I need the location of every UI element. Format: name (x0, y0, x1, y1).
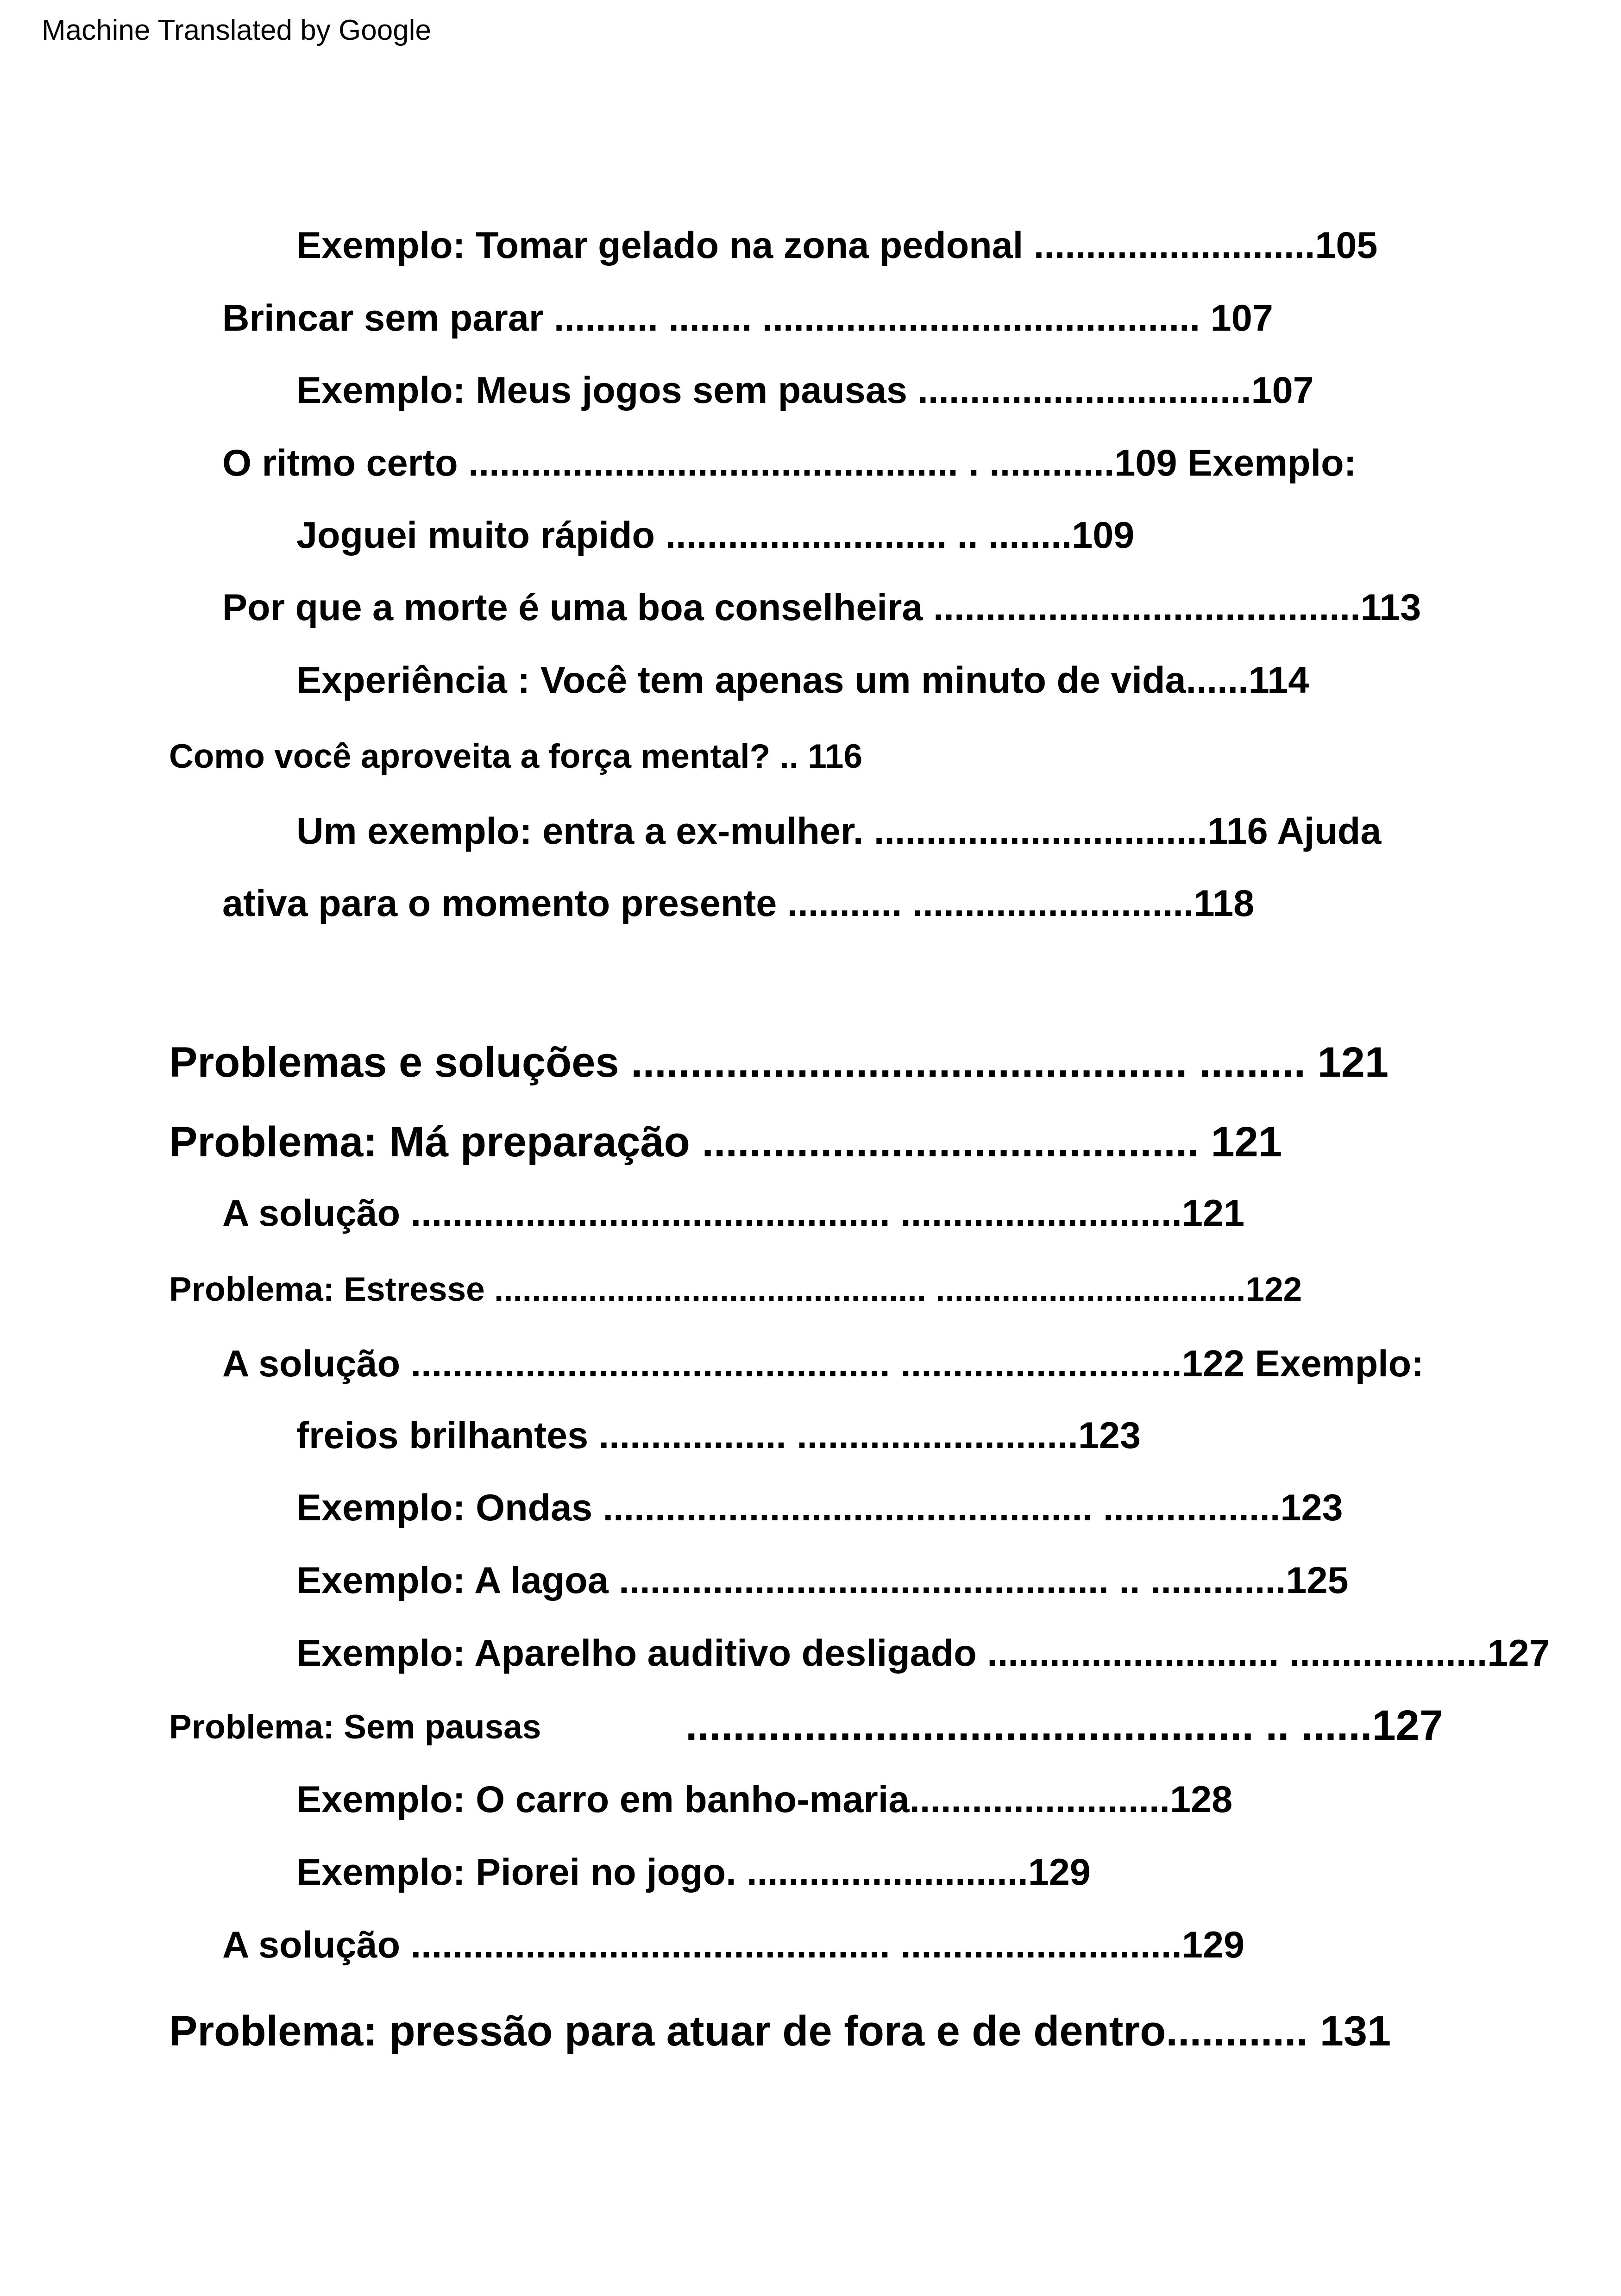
toc-section-heading: Problema: Má preparação .......................................... 121 (169, 1118, 1282, 1166)
machine-translation-banner: Machine Translated by Google (42, 14, 431, 46)
toc-entry: Exemplo: O carro em banho-maria.........................128 (296, 1779, 1233, 1820)
toc-entry: Exemplo: Aparelho auditivo desligado ............................ ...................127 (296, 1632, 1550, 1674)
toc-entry: Experiência : Você tem apenas um minuto de vida......114 (296, 659, 1309, 701)
toc-entry: Exemplo: Piorei no jogo. ...........................129 (296, 1851, 1091, 1893)
toc-entry: freios brilhantes .................. ...........................123 (296, 1415, 1141, 1456)
toc-section-heading: Problema: pressão para atuar de fora e de dentro............ 131 (169, 2007, 1391, 2055)
toc-entry: Exemplo: A lagoa ............................................... .. .............125 (296, 1560, 1349, 1601)
toc-entry: A solução .............................................. ...........................121 (222, 1192, 1245, 1234)
toc-entry: Joguei muito rápido ........................... .. ........109 (296, 514, 1135, 556)
toc-entry: Exemplo: Meus jogos sem pausas ................................107 (296, 370, 1314, 411)
toc-entry: ativa para o momento presente ........... ...........................118 (222, 883, 1255, 924)
toc-entry: A solução .............................................. ...........................129 (222, 1924, 1245, 1966)
toc-entry: Brincar sem parar .......... ........ .......................................... 107 (222, 297, 1273, 339)
toc-entry: O ritmo certo ............................................... . ............109 Exemplo: (222, 442, 1357, 484)
toc-entry-leader: ................................................ .. ......127 (685, 1702, 1444, 1749)
toc-section-heading: Problemas e soluções ............................................... ......... 121 (169, 1039, 1389, 1086)
toc-entry-label: Problema: Sem pausas (169, 1708, 541, 1746)
toc-entry: A solução .............................................. ...........................122 Exemplo: (222, 1343, 1424, 1385)
toc-entry: Um exemplo: entra a ex-mulher. ................................116 Ajuda (296, 810, 1382, 852)
toc-entry: Problema: Estresse .............................................. .................................122 (169, 1271, 1302, 1308)
toc-entry: Exemplo: Ondas ............................................... .................123 (296, 1487, 1343, 1529)
toc-entry: Por que a morte é uma boa conselheira .........................................113 (222, 587, 1421, 628)
toc-entry: Como você aproveita a força mental? .. 116 (169, 738, 863, 775)
toc-entry: Exemplo: Tomar gelado na zona pedonal ...........................105 (296, 225, 1378, 266)
